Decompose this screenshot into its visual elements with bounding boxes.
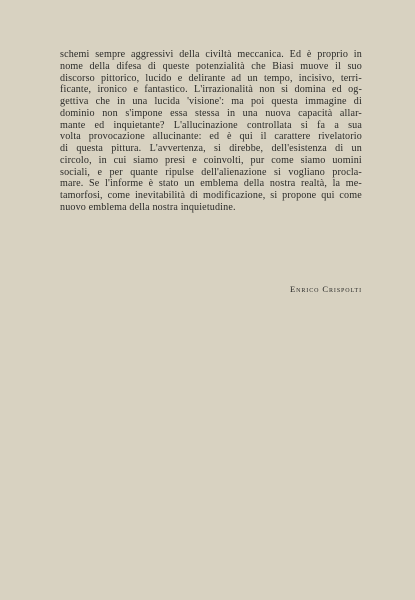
word: controllata xyxy=(246,119,292,131)
word: pur xyxy=(250,154,265,166)
word: come xyxy=(339,190,362,201)
word: dell'esistenza xyxy=(271,143,327,154)
word: ad xyxy=(231,72,242,84)
word: lucida xyxy=(154,96,181,107)
word: non xyxy=(102,107,118,119)
word: circolo, xyxy=(60,154,92,166)
word: ed xyxy=(209,131,220,143)
word: di xyxy=(353,96,362,107)
word: e xyxy=(133,84,139,96)
word: meccanica. xyxy=(237,49,284,60)
text-line xyxy=(60,190,362,202)
word: inevitabilità xyxy=(134,190,186,201)
word: in xyxy=(117,96,126,107)
word: carattere xyxy=(274,131,311,143)
word: l'informe xyxy=(105,178,143,190)
word: schemi xyxy=(60,49,90,60)
word: nuovo xyxy=(60,201,89,213)
word: un xyxy=(247,72,258,84)
text-line xyxy=(60,108,362,120)
word: qui xyxy=(239,131,253,143)
word: della xyxy=(129,201,153,213)
word: coinvolti, xyxy=(203,154,244,166)
word: muove xyxy=(300,60,329,72)
word: di xyxy=(335,143,344,154)
word: queste xyxy=(162,60,190,72)
word: sempre xyxy=(95,49,126,60)
word: provocazione xyxy=(88,131,145,143)
word: è xyxy=(227,131,232,143)
word: come xyxy=(107,190,131,201)
word: proprio xyxy=(317,49,349,60)
word: direbbe, xyxy=(229,143,264,154)
word: ficante, xyxy=(60,84,92,96)
word: ripulse xyxy=(165,166,194,178)
word: come xyxy=(271,154,294,166)
word: cui xyxy=(113,154,127,166)
word: Se xyxy=(89,178,100,190)
word: modificazione, xyxy=(203,190,266,201)
word: quante xyxy=(130,166,158,178)
text-line xyxy=(60,61,362,73)
word: questa xyxy=(76,143,104,154)
word: 'visione': xyxy=(187,96,225,107)
word: ed xyxy=(94,119,105,131)
word: gettiva xyxy=(60,96,89,107)
word: di xyxy=(147,60,157,72)
word: si xyxy=(213,143,222,154)
word: il xyxy=(260,131,267,143)
text-line xyxy=(60,143,362,155)
word: fa xyxy=(317,119,326,131)
text-line xyxy=(60,49,362,61)
word: siamo xyxy=(300,154,326,166)
word: in xyxy=(353,49,362,60)
word: capacità xyxy=(298,107,333,119)
word: rivelatorio xyxy=(318,131,362,143)
word: emblema xyxy=(88,201,130,213)
word: nostra xyxy=(152,201,181,213)
word: nostra xyxy=(269,178,296,190)
text-line xyxy=(60,202,362,214)
word: lucido xyxy=(145,72,172,84)
word: si xyxy=(270,190,278,201)
word: per xyxy=(109,166,123,178)
word: immagine xyxy=(305,96,347,107)
word: presi xyxy=(165,154,186,166)
word: è xyxy=(148,178,154,190)
word: questa xyxy=(271,96,299,107)
word: sua xyxy=(348,119,362,131)
word: terri- xyxy=(340,72,362,84)
word: suo xyxy=(347,60,362,72)
word: della xyxy=(179,49,200,60)
text-line xyxy=(60,167,362,179)
word: e xyxy=(192,154,197,166)
word: Biasi xyxy=(272,60,294,72)
word: ma xyxy=(231,96,244,107)
word: difesa xyxy=(116,60,142,72)
word: di xyxy=(60,143,69,154)
text-line xyxy=(60,131,362,143)
word: uomini xyxy=(332,154,362,166)
text-line xyxy=(60,73,362,85)
word: pittorico, xyxy=(101,72,140,84)
word: della xyxy=(243,178,265,190)
word: aggressivi xyxy=(131,49,174,60)
word: che xyxy=(251,60,266,72)
word: la xyxy=(332,178,341,190)
word: non xyxy=(259,84,275,96)
text-line xyxy=(60,120,362,132)
word: un xyxy=(351,143,362,154)
word: stessa xyxy=(195,107,220,119)
word: in xyxy=(98,154,107,166)
word: una xyxy=(242,107,258,119)
word: L'avvertenza, xyxy=(149,143,206,154)
word: che xyxy=(95,96,111,107)
word: inquietudine. xyxy=(180,201,236,213)
word: di xyxy=(189,190,199,201)
text-line xyxy=(60,155,362,167)
word: mante xyxy=(60,119,86,131)
word: vogliano xyxy=(288,166,325,178)
word: og- xyxy=(348,84,362,96)
word: è xyxy=(306,49,312,60)
word: domina xyxy=(294,84,326,96)
word: me- xyxy=(345,178,362,190)
word: sociali, xyxy=(60,166,91,178)
word: tamorfosi, xyxy=(60,190,103,201)
word: si xyxy=(273,166,282,178)
word: stato xyxy=(158,178,179,190)
author-signature: Enrico Crispolti xyxy=(290,284,362,294)
word: mare. xyxy=(60,178,84,190)
word: discorso xyxy=(60,72,95,84)
word: ironico xyxy=(97,84,128,96)
text-line xyxy=(60,84,362,96)
word: dominio xyxy=(60,107,95,119)
word: poi xyxy=(250,96,265,107)
word: il xyxy=(335,60,341,72)
word: nome xyxy=(60,60,84,72)
word: potenzialità xyxy=(195,60,245,72)
essay-paragraph xyxy=(60,49,362,214)
word: ed xyxy=(331,84,342,96)
word: qui xyxy=(321,190,335,201)
word: un xyxy=(184,178,195,190)
word: tempo, xyxy=(263,72,293,84)
word: civiltà xyxy=(205,49,232,60)
word: L'allucinazione xyxy=(173,119,238,131)
word: a xyxy=(334,119,339,131)
word: propone xyxy=(282,190,317,201)
word: e xyxy=(177,72,183,84)
text-line xyxy=(60,96,362,108)
word: allar- xyxy=(339,107,362,119)
word: allucinante: xyxy=(152,131,202,143)
word: una xyxy=(132,96,148,107)
word: Ed xyxy=(289,49,302,60)
word: realtà, xyxy=(301,178,327,190)
word: volta xyxy=(60,131,81,143)
word: e xyxy=(97,166,103,178)
word: pittura. xyxy=(111,143,142,154)
word: incisivo, xyxy=(298,72,335,84)
word: si xyxy=(300,119,308,131)
word: siamo xyxy=(133,154,159,166)
word: nuova xyxy=(265,107,291,119)
word: si xyxy=(281,84,289,96)
word: L'irrazionalità xyxy=(194,84,254,96)
word: emblema xyxy=(200,178,239,190)
word: in xyxy=(226,107,236,119)
word: dell'alienazione xyxy=(201,166,267,178)
word: delirante xyxy=(188,72,226,84)
word: procla- xyxy=(332,166,362,178)
text-line xyxy=(60,178,362,190)
word: s'impone xyxy=(125,107,163,119)
word: inquietante? xyxy=(113,119,165,131)
word: della xyxy=(89,60,110,72)
word: essa xyxy=(170,107,188,119)
word: fantastico. xyxy=(144,84,188,96)
